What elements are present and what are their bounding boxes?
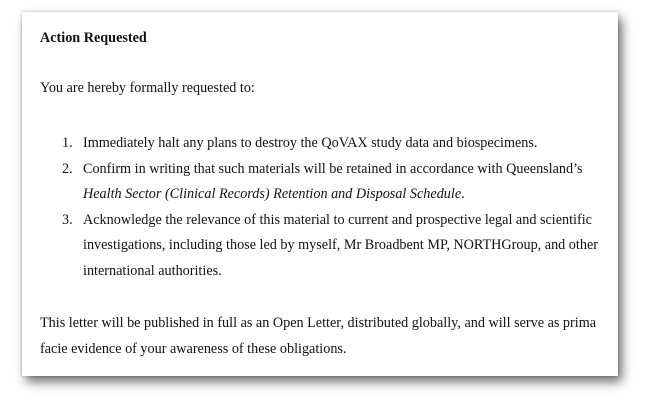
schedule-title: Health Sector (Clinical Records) Retention and Disposal Schedule (83, 186, 462, 202)
list-item (40, 157, 600, 208)
list-item-text: Acknowledge the relevance of this material to current and prospective legal and scientific investigations, including those led by myself, Mr Broadbent MP, NORTHGroup, and other international authorities. (83, 211, 598, 279)
requests-list (40, 131, 600, 284)
list-item (40, 208, 600, 285)
list-number: 2. (62, 160, 73, 177)
list-item-text: Immediately halt any plans to destroy the QoVAX study data and biospecimens. (83, 135, 538, 151)
list-item (40, 131, 600, 157)
letter-content (40, 30, 600, 357)
section-heading: Action Requested (40, 30, 147, 46)
list-number: 1. (62, 135, 73, 151)
intro-text: You are hereby formally requested to: (40, 80, 255, 96)
list-item-text-end: . (461, 186, 465, 202)
letter-page (22, 12, 618, 376)
list-item-text: Confirm in writing that such materials will be retained in accordance with Queensland’s (83, 160, 583, 177)
closing-paragraph: This letter will be published in full as an Open Letter, distributed globally, and will serve as prima facie evidence of your awareness of these obligations. (40, 315, 597, 357)
list-number: 3. (62, 211, 73, 228)
